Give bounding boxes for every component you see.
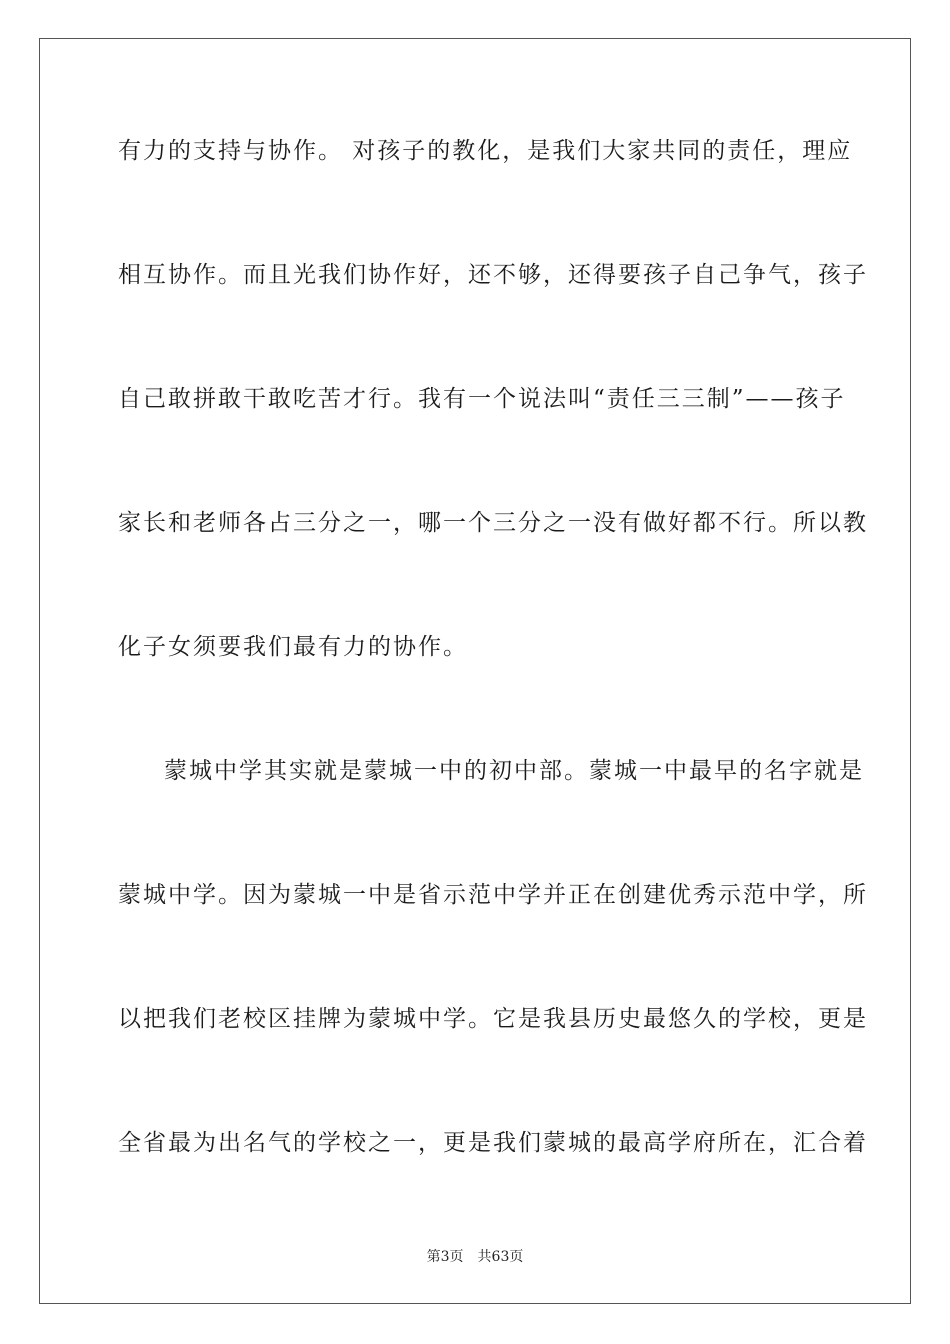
text-line: 以把我们老校区挂牌为蒙城中学。它是我县历史最悠久的学校，更是: [118, 1006, 868, 1032]
text-line: 家长和老师各占三分之一，哪一个三分之一没有做好都不行。所以教: [118, 510, 868, 536]
page-number: 第3页: [426, 1249, 464, 1265]
text-line: 相互协作。而且光我们协作好，还不够，还得要孩子自己争气，孩子: [118, 262, 868, 288]
total-pages: 共63页: [477, 1249, 524, 1265]
text-line: 自己敢拼敢干敢吃苦才行。我有一个说法叫“责任三三制”——孩子: [118, 386, 846, 412]
page-footer: [0, 1248, 950, 1266]
text-line: 有力的支持与协作。 对孩子的教化，是我们大家共同的责任，理应: [118, 138, 853, 164]
text-line: 全省最为出名气的学校之一，更是我们蒙城的最高学府所在，汇合着: [118, 1130, 868, 1156]
text-line: 化子女须要我们最有力的协作。: [118, 634, 468, 660]
text-line-indented: 蒙城中学其实就是蒙城一中的初中部。蒙城一中最早的名字就是: [164, 758, 864, 784]
page-border: [39, 38, 911, 1304]
text-line: 蒙城中学。因为蒙城一中是省示范中学并正在创建优秀示范中学，所: [118, 882, 868, 908]
